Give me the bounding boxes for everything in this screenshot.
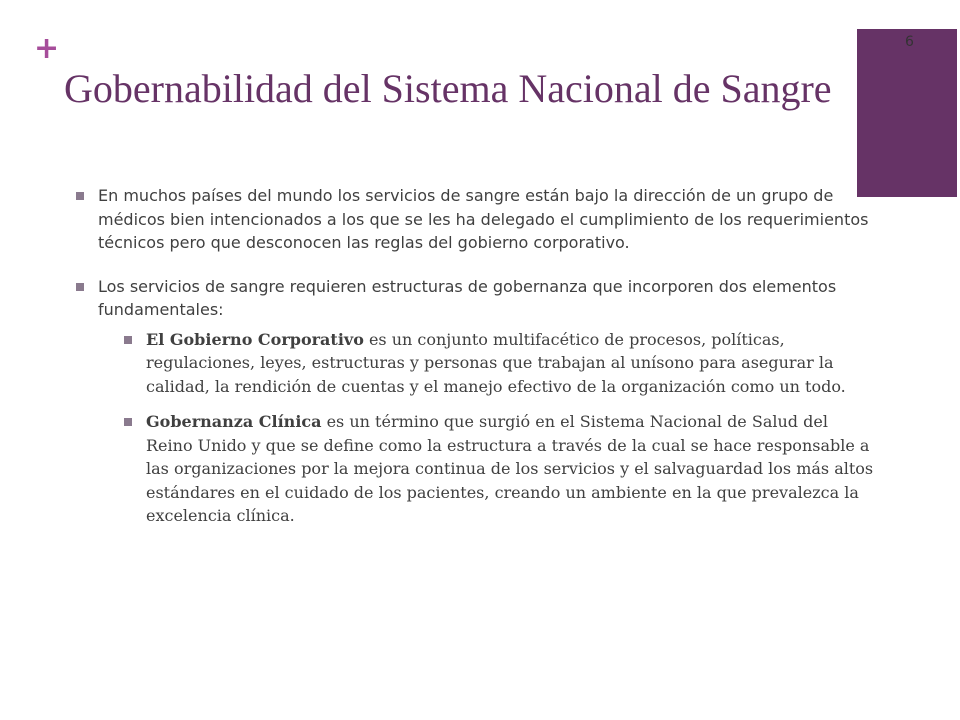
- accent-block: [857, 29, 957, 197]
- page-number: 6: [905, 34, 914, 50]
- sub-bullet-item-1: [124, 328, 876, 399]
- sub-bullet-term-1: El Gobierno Corporativo: [146, 329, 364, 349]
- square-bullet-icon: [124, 336, 132, 344]
- sub-bullet-text-1: es un conjunto multifacético de procesos, políticas, regulaciones, leyes, estructuras y personas que trabajan al unísono para asegurar la calidad, la rendición de cuentas y el manejo efectivo de la organización como un todo.: [146, 329, 846, 396]
- square-bullet-icon: [76, 283, 84, 291]
- sub-bullet-item-2: [124, 410, 876, 528]
- bullet-item-2: [76, 275, 896, 322]
- sub-bullet-text-2: es un término que surgió en el Sistema Nacional de Salud del Reino Unido y que se define como la estructura a través de la cual se hace responsable a las organizaciones por la mejora continua de los servicios y el salvaguardad los más altos estándares en el cuidado de los pacientes, creando un ambiente en la que prevalezca la excelencia clínica.: [146, 412, 874, 525]
- plus-icon: +: [34, 31, 60, 66]
- sub-bullet-term-2: Gobernanza Clínica: [146, 412, 322, 431]
- bullet-item-1: [76, 184, 896, 255]
- bullet-text-1: En muchos países del mundo los servicios de sangre están bajo la dirección de un grupo de médicos bien intencionados a los que se les ha delegado el cumplimiento de los requerimientos técnicos pero que desconocen las reglas del gobierno corporativo.: [98, 186, 869, 252]
- square-bullet-icon: [124, 418, 132, 426]
- slide-content: [76, 184, 896, 540]
- slide-title: Gobernabilidad del Sistema Nacional de Sangre: [64, 66, 832, 111]
- bullet-text-2: Los servicios de sangre requieren estructuras de gobernanza que incorporen dos elementos fundamentales:: [98, 276, 837, 319]
- square-bullet-icon: [76, 192, 84, 200]
